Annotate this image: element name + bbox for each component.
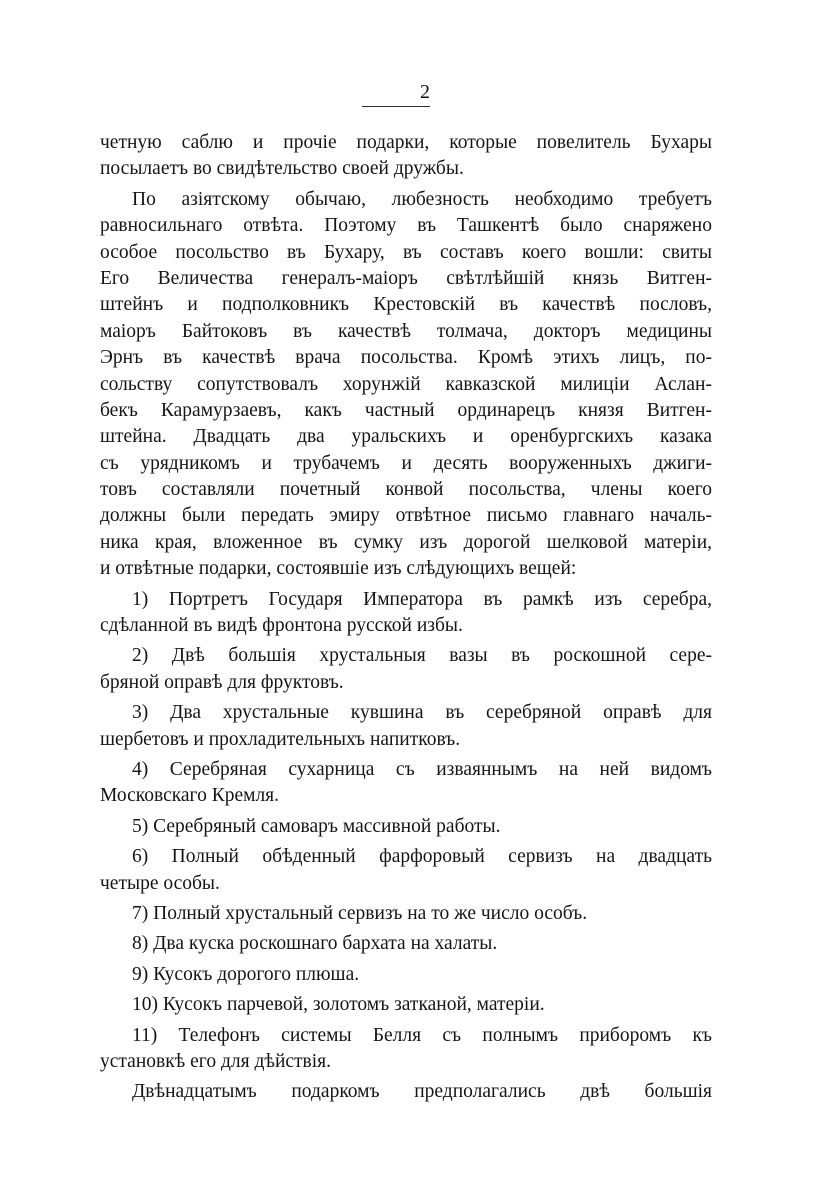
text-line: сдѣланной въ видѣ фронтона русской избы. [100, 615, 463, 637]
text-line: штейна. Двадцать два уральскихъ и оренбургскихъ казака [100, 426, 712, 448]
text-line: установкѣ его для дѣйствія. [100, 1050, 332, 1072]
list-item-5: 5) Серебряный самоваръ массивной работы. [132, 815, 501, 837]
body-text [100, 130, 712, 1106]
list-item-1: 1) Портретъ Государя Императора въ рамкѣ изъ серебра, [132, 588, 712, 610]
text-line: бекъ Карамурзаевъ, какъ частный ординарецъ князя Витген- [100, 399, 712, 421]
text-line: штейнъ и подполковникъ Крестовскій въ качествѣ пословъ, [100, 294, 712, 316]
text-line: сольству сопутствовалъ хорунжій кавказской милиціи Аслан- [100, 373, 712, 395]
paragraph-start: Двѣнадцатымъ подаркомъ предполагались двѣ большія [132, 1081, 712, 1103]
text-line: шербетовъ и прохладительныхъ напитковъ. [100, 728, 461, 750]
list-item-7: 7) Полный хрустальный сервизъ на то же число особъ. [132, 902, 588, 924]
list-item-4: 4) Серебряная сухарница съ изваяннымъ на ней видомъ [132, 758, 712, 780]
text-line: бряной оправѣ для фруктовъ. [100, 671, 344, 693]
text-line: товъ составляли почетный конвой посольства, члены коего [100, 479, 712, 501]
text-line: четыре особы. [100, 872, 220, 894]
text-line: ника края, вложенное въ сумку изъ дорогой шелковой матеріи, [100, 531, 712, 553]
page-number: 2 [420, 81, 430, 103]
text-line: Московскаго Кремля. [100, 785, 280, 807]
list-item-2: 2) Двѣ большія хрустальныя вазы въ роскошной сере- [132, 645, 712, 667]
text-line: Его Величества генералъ-маіоръ свѣтлѣйшій князь Витген- [100, 267, 712, 289]
text-line: равносильнаго отвѣта. Поэтому въ Ташкентѣ было снаряжено [100, 215, 712, 237]
text-line: маіоръ Байтоковъ въ качествѣ толмача, докторъ медицины [100, 320, 712, 342]
list-item-6: 6) Полный обѣденный фарфоровый сервизъ на двадцать [132, 846, 712, 868]
list-item-10: 10) Кусокъ парчевой, золотомъ затканой, матеріи. [132, 994, 545, 1016]
text-line: должны были передать эмиру отвѣтное письмо главнаго началь- [100, 505, 712, 527]
paragraph-start: По азіятскому обычаю, любезность необходимо требуетъ [132, 188, 712, 210]
list-item-8: 8) Два куска роскошнаго бархата на халаты. [132, 933, 498, 955]
text-line: Эрнъ въ качествѣ врача посольства. Кромѣ этихъ лицъ, по- [100, 347, 712, 369]
text-line: посылаетъ во свидѣтельство своей дружбы. [100, 158, 464, 180]
list-item-9: 9) Кусокъ дорогого плюша. [132, 963, 360, 985]
text-line: четную саблю и прочіе подарки, которые повелитель Бухары [100, 132, 712, 153]
page-number-rule [362, 106, 430, 107]
text-line: съ урядникомъ и трубачемъ и десять вооруженныхъ джиги- [100, 452, 712, 474]
list-item-11: 11) Телефонъ системы Белля съ полнымъ приборомъ къ [132, 1024, 712, 1046]
text-line: особое посольство въ Бухару, въ составъ коего вошли: свиты [100, 241, 712, 263]
list-item-3: 3) Два хрустальные кувшина въ серебряной оправѣ для [132, 702, 712, 724]
text-line: и отвѣтные подарки, состоявшіе изъ слѣдующихъ вещей: [100, 558, 577, 580]
